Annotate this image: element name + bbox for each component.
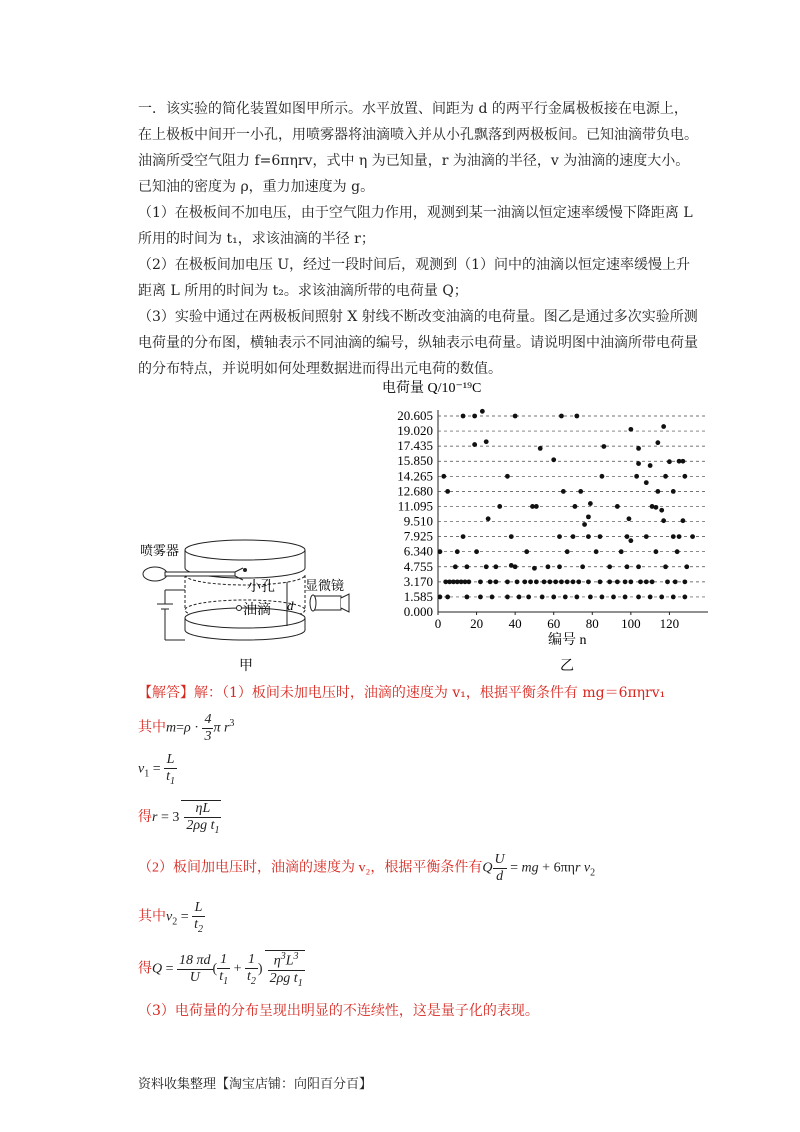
data-point — [644, 534, 649, 539]
data-point — [663, 564, 668, 569]
y-tick-label: 19.020 — [397, 423, 433, 439]
oil-drop — [237, 606, 242, 611]
data-point — [493, 564, 498, 569]
data-point — [588, 501, 593, 506]
eq-radius: 得r = 3 $\frac{\eta L}{2\rho g t_1}$ — [138, 801, 220, 836]
data-point — [576, 579, 581, 584]
data-point — [445, 489, 450, 494]
where-label-1: 其中 — [138, 720, 166, 736]
data-point — [438, 595, 443, 600]
data-point — [659, 595, 664, 600]
y-tick-label: 4.755 — [403, 558, 433, 574]
data-point — [513, 414, 518, 419]
chart-points — [438, 409, 695, 599]
y-tick-label: 3.170 — [403, 573, 433, 589]
data-point — [582, 522, 587, 527]
question-part-3: （3）实验中通过在两极板间照射 X 射线不断改变油滴的电荷量。图乙是通过多次实验所测电荷量的分布图，横轴表示不同油滴的编号，纵轴表示电荷量。请说明图中油滴所带电荷量的分布特点，并说明如何处理数据进而得出元电荷的数值。 — [138, 309, 698, 377]
data-point — [655, 440, 660, 445]
data-point — [542, 579, 547, 584]
data-point — [627, 516, 632, 521]
data-point — [478, 579, 483, 584]
data-point — [509, 534, 514, 539]
chart-x-ticks — [435, 612, 679, 631]
data-point — [615, 504, 620, 509]
data-point — [534, 579, 539, 584]
data-point — [661, 424, 666, 429]
x-tick-label: 20 — [470, 616, 484, 631]
x-tick-label: 120 — [659, 616, 680, 631]
data-point — [472, 414, 477, 419]
data-point — [644, 480, 649, 485]
distance-d-label: d — [287, 598, 294, 613]
footer: 资料收集整理【淘宝店铺：向阳百分百】 — [138, 1077, 373, 1092]
x-tick-label: 80 — [585, 616, 599, 631]
answer-part2-text: （2）板间加电压时，油滴的速度为 v₂，根据平衡条件有 — [138, 860, 483, 876]
data-point — [682, 474, 687, 479]
data-point — [663, 474, 668, 479]
sprayer-label: 喷雾器 — [140, 543, 180, 558]
eq-mass: 其中m=ρ · $\frac{4}{3}$ π $r^3$ — [138, 712, 235, 744]
data-point — [661, 518, 666, 523]
data-point — [565, 549, 570, 554]
upper-plate-top — [185, 540, 305, 560]
data-point — [682, 595, 687, 600]
x-tick-label: 40 — [508, 616, 522, 631]
data-point — [480, 409, 485, 414]
data-point — [638, 579, 643, 584]
data-point — [490, 595, 495, 600]
data-point — [598, 534, 603, 539]
data-point — [615, 579, 620, 584]
data-point — [488, 579, 493, 584]
data-point — [634, 474, 639, 479]
data-point — [611, 595, 616, 600]
data-point — [553, 579, 558, 584]
data-point — [465, 595, 470, 600]
data-point — [505, 595, 510, 600]
de-label-2: 得 — [138, 961, 152, 977]
data-point — [445, 595, 450, 600]
question-part-1: （1）在极板间不加电压，由于空气阻力作用，观测到某一油滴以恒定速率缓慢下降距离 L 所用的时间为 t₁，求该油滴的半径 r； — [138, 205, 693, 247]
x-tick-label: 60 — [547, 616, 561, 631]
data-point — [547, 579, 552, 584]
y-tick-label: 6.340 — [403, 543, 433, 559]
data-point — [461, 534, 466, 539]
data-point — [528, 579, 533, 584]
data-point — [667, 459, 672, 464]
data-point — [588, 595, 593, 600]
data-point — [681, 518, 686, 523]
data-point — [607, 579, 612, 584]
data-point — [486, 516, 491, 521]
answer-part-1 — [138, 680, 698, 706]
y-tick-label: 7.925 — [403, 528, 433, 544]
data-point — [559, 414, 564, 419]
data-point — [586, 514, 591, 519]
data-point — [465, 564, 470, 569]
data-point — [586, 534, 591, 539]
x-tick-label: 0 — [434, 616, 442, 631]
y-tick-label: 11.095 — [397, 498, 433, 514]
data-point — [636, 564, 641, 569]
data-point — [484, 439, 489, 444]
data-point — [563, 595, 568, 600]
data-point — [571, 534, 576, 539]
data-point — [478, 595, 483, 600]
microscope-label: 显微镜 — [305, 578, 345, 593]
data-point — [474, 549, 479, 554]
data-point — [619, 549, 624, 554]
data-point — [565, 579, 570, 584]
answer-part-3: （3）电荷量的分布呈现出明显的不连续性，这是量子化的表现。 — [138, 1003, 539, 1019]
data-point — [540, 595, 545, 600]
sprayer-bulb-icon — [143, 567, 167, 581]
data-point — [559, 579, 564, 584]
data-point — [571, 579, 576, 584]
data-point — [648, 463, 653, 468]
data-point — [472, 442, 477, 447]
question-intro: 一．该实验的简化装置如图甲所示。水平放置、间距为 d 的两平行金属极板接在电源上，在上极板中间开一小孔，用喷雾器将油滴喷入并从小孔飘落到两极板间。已知油滴带负电。油滴所受空气阻力 f=6πηrv，式中 η 为已知量，r 为油滴的半径，v 为油滴的速度大小。已知油的密度为 ρ，重力加速度为 g。 — [138, 101, 698, 195]
data-point — [505, 474, 510, 479]
chart-caption: 乙 — [560, 659, 574, 674]
data-point — [524, 549, 529, 554]
data-point — [654, 549, 659, 554]
data-point — [513, 564, 518, 569]
de-label-1: 得 — [138, 810, 152, 826]
data-point — [574, 595, 579, 600]
data-point — [551, 595, 556, 600]
y-tick-label: 0.000 — [403, 604, 433, 619]
data-point — [522, 579, 527, 584]
data-point — [636, 446, 641, 451]
data-point — [675, 549, 680, 554]
data-point — [665, 579, 670, 584]
data-point — [578, 489, 583, 494]
data-point — [526, 595, 531, 600]
data-point — [623, 595, 628, 600]
data-point — [551, 457, 556, 462]
drop-label: 油滴 — [243, 603, 271, 618]
data-point — [438, 549, 443, 554]
y-tick-label: 1.585 — [403, 588, 433, 604]
microscope-icon — [313, 596, 341, 610]
data-point — [497, 504, 502, 509]
data-point — [659, 508, 664, 513]
eq-v2: 其中$v_2$ = $\frac{L}{t_2}$ — [138, 900, 204, 935]
data-point — [673, 579, 678, 584]
data-point — [546, 564, 551, 569]
data-point — [654, 505, 659, 510]
y-tick-label: 12.680 — [397, 483, 433, 499]
data-point — [628, 427, 633, 432]
data-point — [677, 534, 682, 539]
y-tick-label: 15.850 — [397, 453, 433, 469]
hole-label: 小孔 — [247, 580, 275, 595]
data-point — [636, 595, 641, 600]
y-tick-label: 17.435 — [397, 438, 433, 454]
small-hole — [243, 568, 247, 572]
data-point — [650, 579, 655, 584]
data-point — [586, 579, 591, 584]
eq-charge: 得Q = $\frac{18 \pi d}{U}$ ( $\frac{1}{t_1}$ + $\frac{1}{t_2}$ ) $\frac{\eta^3L^3}{2\rho g t_1}$ — [138, 951, 303, 989]
data-point — [671, 489, 676, 494]
data-point — [600, 474, 605, 479]
data-point — [601, 444, 606, 449]
data-point — [671, 534, 676, 539]
data-point — [628, 579, 633, 584]
data-point — [580, 564, 585, 569]
data-point — [594, 549, 599, 554]
data-point — [690, 534, 695, 539]
data-point — [561, 489, 566, 494]
data-point — [493, 579, 498, 584]
chart-xlabel: 编号 n — [548, 633, 587, 648]
data-point — [532, 566, 537, 571]
data-point — [600, 595, 605, 600]
data-point — [681, 459, 686, 464]
answer-part-2: （2）板间加电压时，油滴的速度为 v₂，根据平衡条件有Q $\frac{U}{d}$ = mg + 6πηr $v_2$ — [138, 852, 596, 884]
data-point — [625, 534, 630, 539]
data-point — [623, 579, 628, 584]
data-point — [671, 595, 676, 600]
data-point — [505, 579, 510, 584]
x-tick-label: 100 — [621, 616, 641, 631]
where-label-2: 其中 — [138, 909, 166, 925]
data-point — [534, 504, 539, 509]
chart-title: 电荷量 Q/10⁻¹⁹C — [382, 381, 482, 396]
y-tick-label: 9.510 — [403, 513, 433, 529]
data-point — [461, 414, 466, 419]
answer-jie: 解： — [194, 685, 222, 701]
data-point — [636, 461, 641, 466]
data-point — [684, 564, 689, 569]
data-point — [598, 579, 603, 584]
data-point — [644, 579, 649, 584]
data-point — [455, 549, 460, 554]
data-point — [557, 564, 562, 569]
data-point — [655, 489, 660, 494]
data-point — [648, 595, 653, 600]
data-point — [453, 564, 458, 569]
y-tick-label: 14.265 — [397, 468, 433, 484]
data-point — [484, 564, 489, 569]
figure-yi-chart — [368, 378, 720, 678]
figure-jia-caption: 甲 — [239, 659, 253, 674]
data-point — [538, 446, 543, 451]
data-point — [517, 595, 522, 600]
data-point — [574, 414, 579, 419]
data-point — [441, 474, 446, 479]
data-point — [682, 579, 687, 584]
data-point — [625, 564, 630, 569]
data-point — [628, 538, 633, 543]
chart-y-ticks — [397, 408, 433, 619]
data-point — [466, 579, 471, 584]
figure-jia — [135, 530, 365, 675]
data-point — [557, 534, 562, 539]
data-point — [515, 579, 520, 584]
data-point — [607, 564, 612, 569]
answer-header: 【解答】 — [138, 685, 194, 701]
question-part-2: （2）在极板间加电压 U，经过一段时间后，观测到（1）问中的油滴以恒定速率缓慢上升距离 L 所用的时间为 t₂。求该油滴所带的电荷量 Q； — [138, 257, 691, 299]
y-tick-label: 20.605 — [397, 408, 433, 423]
answer-part1-text: （1）板间未加电压时，油滴的速度为 v₁，根据平衡条件有 mg＝6πηrv₁ — [222, 685, 666, 701]
eq-v1: $v_1$ = $\frac{L}{t_1}$ — [138, 752, 176, 787]
data-point — [573, 504, 578, 509]
